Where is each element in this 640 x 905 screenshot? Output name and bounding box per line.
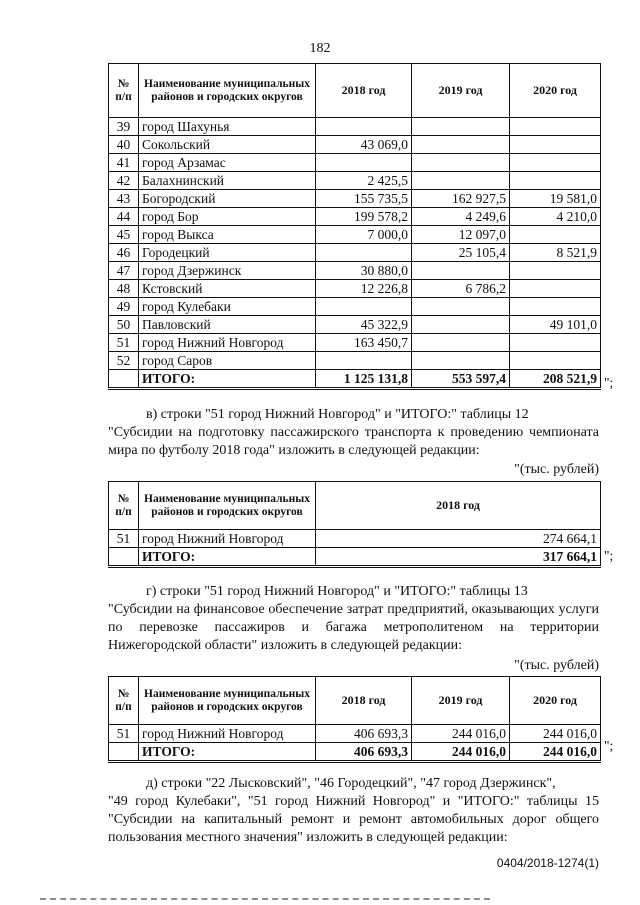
- row-2020: 19 581,0: [510, 190, 601, 208]
- row-2020: 4 210,0: [510, 208, 601, 226]
- table-row: [109, 725, 601, 743]
- column-header-number: № п/п: [109, 482, 139, 530]
- total-label: ИТОГО:: [139, 370, 316, 389]
- table3-closing-quote: ";: [604, 738, 614, 753]
- row-2019: 6 786,2: [412, 280, 510, 298]
- row-number: 42: [109, 172, 139, 190]
- paragraph-g: [108, 583, 599, 655]
- table-row: [109, 154, 601, 172]
- row-name: город Дзержинск: [139, 262, 316, 280]
- table-row: [109, 262, 601, 280]
- row-2019: 4 249,6: [412, 208, 510, 226]
- row-2018: 155 735,5: [316, 190, 412, 208]
- column-header-name: Наименование муниципальных районов и городских округов: [139, 482, 316, 530]
- column-header-2019: 2019 год: [412, 64, 510, 118]
- row-2020: [510, 172, 601, 190]
- table-row: [109, 334, 601, 352]
- unit-label-2: "(тыс. рублей): [514, 658, 599, 673]
- row-2018: 406 693,3: [316, 725, 412, 743]
- row-number: 50: [109, 316, 139, 334]
- row-2018: 43 069,0: [316, 136, 412, 154]
- scan-edge-line: [40, 898, 490, 900]
- total-2019: 244 016,0: [412, 743, 510, 762]
- row-2019: 25 105,4: [412, 244, 510, 262]
- row-2018: 163 450,7: [316, 334, 412, 352]
- row-number: 41: [109, 154, 139, 172]
- table-row: [109, 136, 601, 154]
- row-number: 47: [109, 262, 139, 280]
- table2-closing-quote: ";: [604, 548, 614, 563]
- total-cell-empty: [109, 548, 139, 567]
- row-name: Балахнинский: [139, 172, 316, 190]
- column-header-number: № п/п: [109, 677, 139, 725]
- table-header-row: [109, 677, 601, 725]
- table-row: [109, 352, 601, 370]
- row-2018: 274 664,1: [316, 530, 601, 548]
- row-2019: [412, 118, 510, 136]
- table-row: [109, 226, 601, 244]
- row-name: город Шахунья: [139, 118, 316, 136]
- row-2019: [412, 316, 510, 334]
- row-number: 51: [109, 725, 139, 743]
- row-2020: 244 016,0: [510, 725, 601, 743]
- table-row: [109, 530, 601, 548]
- paragraph-v-text: "Субсидии на подготовку пассажирского транспорта к проведению чемпионата мира по футболу 2018 года" изложить в следующей редакции:: [108, 425, 599, 458]
- paragraph-d: [108, 775, 599, 847]
- row-number: 51: [109, 530, 139, 548]
- table-row: [109, 244, 601, 262]
- row-name: Богородский: [139, 190, 316, 208]
- row-2019: [412, 172, 510, 190]
- table-row: [109, 316, 601, 334]
- column-header-2018: 2018 год: [316, 64, 412, 118]
- row-2018: 199 578,2: [316, 208, 412, 226]
- row-number: 45: [109, 226, 139, 244]
- row-2019: [412, 298, 510, 316]
- table-row: [109, 172, 601, 190]
- row-2020: [510, 262, 601, 280]
- row-name: город Нижний Новгород: [139, 725, 316, 743]
- document-code: 0404/2018-1274(1): [496, 856, 599, 870]
- paragraph-v-first-line: в) строки "51 город Нижний Новгород" и "ИТОГО:" таблицы 12: [146, 407, 529, 422]
- table-12: [108, 481, 601, 568]
- table-header-row: [109, 64, 601, 118]
- total-2019: 553 597,4: [412, 370, 510, 389]
- row-name: Кстовский: [139, 280, 316, 298]
- table-row: [109, 280, 601, 298]
- column-header-2020: 2020 год: [510, 677, 601, 725]
- row-number: 40: [109, 136, 139, 154]
- paragraph-d-text: "49 город Кулебаки", "51 город Нижний Новгород" и "ИТОГО:" таблицы 15 "Субсидии на капитальный ремонт и ремонт автомобильных дорог общего пользования местного значения" изложить в следующей редакции:: [108, 794, 599, 845]
- row-2019: [412, 154, 510, 172]
- column-header-2020: 2020 год: [510, 64, 601, 118]
- total-2020: 244 016,0: [510, 743, 601, 762]
- table1-closing-quote: ";: [604, 375, 614, 390]
- table-total-row: [109, 370, 601, 389]
- table-row: [109, 208, 601, 226]
- row-name: город Саров: [139, 352, 316, 370]
- row-2020: 49 101,0: [510, 316, 601, 334]
- row-name: город Выкса: [139, 226, 316, 244]
- row-2020: [510, 280, 601, 298]
- row-2019: 244 016,0: [412, 725, 510, 743]
- row-2020: [510, 118, 601, 136]
- row-2018: [316, 118, 412, 136]
- row-number: 49: [109, 298, 139, 316]
- paragraph-d-first-line: д) строки "22 Лысковский", "46 Городецкий", "47 город Дзержинск",: [146, 776, 556, 791]
- row-name: город Кулебаки: [139, 298, 316, 316]
- row-2018: [316, 154, 412, 172]
- column-header-number: № п/п: [109, 64, 139, 118]
- row-number: 44: [109, 208, 139, 226]
- row-number: 48: [109, 280, 139, 298]
- subsidy-table-continued: [108, 63, 601, 390]
- table-row: [109, 298, 601, 316]
- column-header-2019: 2019 год: [412, 677, 510, 725]
- total-2018: 317 664,1: [316, 548, 601, 567]
- row-2019: 12 097,0: [412, 226, 510, 244]
- row-2020: 8 521,9: [510, 244, 601, 262]
- row-2018: 45 322,9: [316, 316, 412, 334]
- paragraph-v: [108, 406, 599, 460]
- total-label: ИТОГО:: [139, 548, 316, 567]
- table-total-row: [109, 743, 601, 762]
- total-cell-empty: [109, 743, 139, 762]
- row-2019: 162 927,5: [412, 190, 510, 208]
- column-header-name: Наименование муниципальных районов и городских округов: [139, 64, 316, 118]
- row-2019: [412, 334, 510, 352]
- row-2018: [316, 298, 412, 316]
- total-2020: 208 521,9: [510, 370, 601, 389]
- row-2019: [412, 136, 510, 154]
- row-number: 52: [109, 352, 139, 370]
- row-2018: [316, 352, 412, 370]
- row-2018: 30 880,0: [316, 262, 412, 280]
- total-2018: 406 693,3: [316, 743, 412, 762]
- row-name: город Нижний Новгород: [139, 334, 316, 352]
- column-header-name: Наименование муниципальных районов и городских округов: [139, 677, 316, 725]
- unit-label-1: "(тыс. рублей): [514, 462, 599, 477]
- row-2020: [510, 298, 601, 316]
- row-2020: [510, 154, 601, 172]
- row-2018: 2 425,5: [316, 172, 412, 190]
- row-2019: [412, 352, 510, 370]
- row-name: город Арзамас: [139, 154, 316, 172]
- table-row: [109, 118, 601, 136]
- row-name: город Бор: [139, 208, 316, 226]
- row-name: Сокольский: [139, 136, 316, 154]
- page-number: 182: [309, 41, 331, 56]
- total-2018: 1 125 131,8: [316, 370, 412, 389]
- row-2020: [510, 136, 601, 154]
- row-name: Городецкий: [139, 244, 316, 262]
- row-number: 46: [109, 244, 139, 262]
- total-label: ИТОГО:: [139, 743, 316, 762]
- row-number: 51: [109, 334, 139, 352]
- row-2018: 12 226,8: [316, 280, 412, 298]
- table-total-row: [109, 548, 601, 567]
- row-2019: [412, 262, 510, 280]
- table-header-row: [109, 482, 601, 530]
- row-number: 39: [109, 118, 139, 136]
- paragraph-g-text: "Субсидии на финансовое обеспечение затрат предприятий, оказывающих услуги по перевозке пассажиров и багажа метрополитеном на территории Нижегородской области" изложить в следующей редакции:: [108, 602, 599, 653]
- table-row: [109, 190, 601, 208]
- row-name: город Нижний Новгород: [139, 530, 316, 548]
- row-2018: 7 000,0: [316, 226, 412, 244]
- table-13: [108, 676, 601, 763]
- column-header-2018: 2018 год: [316, 482, 601, 530]
- total-cell-empty: [109, 370, 139, 389]
- row-2020: [510, 226, 601, 244]
- row-number: 43: [109, 190, 139, 208]
- row-2020: [510, 334, 601, 352]
- column-header-2018: 2018 год: [316, 677, 412, 725]
- paragraph-g-first-line: г) строки "51 город Нижний Новгород" и "ИТОГО:" таблицы 13: [146, 584, 528, 599]
- row-name: Павловский: [139, 316, 316, 334]
- row-2020: [510, 352, 601, 370]
- row-2018: [316, 244, 412, 262]
